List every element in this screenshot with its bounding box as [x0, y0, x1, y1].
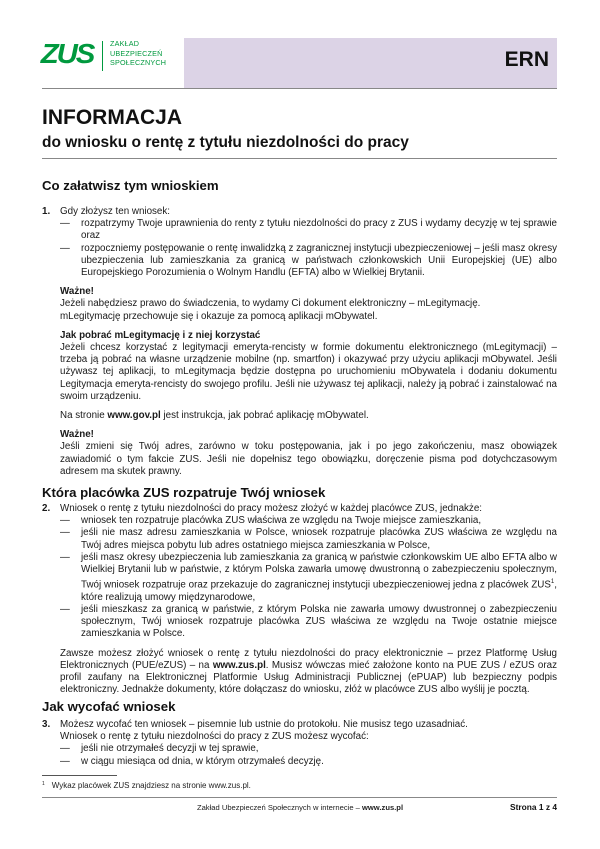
logo-wordmark [110, 39, 166, 68]
govpl-paragraph [60, 410, 557, 422]
zus-logo [42, 38, 182, 78]
zus-logo-mark: ZUS [40, 38, 94, 69]
section-heading: Co załatwisz tym wnioskiem [42, 178, 219, 193]
form-code: ERN [504, 48, 549, 71]
govpl-link[interactable]: www.gov.pl [107, 410, 161, 422]
list-item: — jeśli nie otrzymałeś decyzji w tej sprawie, [60, 743, 557, 755]
document-header [42, 38, 557, 88]
section-1-body [60, 206, 557, 478]
list-item: — jeśli nie masz adresu zamieszkania w Polsce, wniosek rozpatruje placówka ZUS właściwa ze względu na Twój adres miejsca pobytu lub adres ostatniego miejsca zamieszkania w Polsce, [60, 527, 557, 551]
section-number: 2. [42, 503, 51, 514]
list-item: — rozpoczniemy postępowanie o rentę inwalidzką z zagranicznej instytucji ubezpieczeniowej – jeśli masz okresy ubezpieczenia lub zamieszkania za granicą w państwach członkowskich Unii Europejskiej (UE) albo Europejskiego Porozumienia o Wolnym Handlu (EFTA) albo w Wielkiej Brytanii. [60, 243, 557, 280]
zus-link[interactable]: www.zus.pl [212, 659, 266, 671]
important-text: Jeśli zmieni się Twój adres, zarówno w toku postępowania, jak i po jego zakończeniu, masz obowiązek zawiadomić o tym fakcie ZUS. Jeśli nie dopełnisz tego obowiązku, doręczenie pisma pod dotychczasowym adresem ma skutek prawny. [60, 441, 557, 477]
list-item: — jeśli mieszkasz za granicą w państwie, z którym Polska nie zawarła umowy dwustronnej o zabezpieczeniu społecznym, Twój wniosek rozpatruje placówka ZUS właściwa ze względu na Twoje ostatnie miejsce zamieszkania w Polsce. [60, 604, 557, 641]
section-intro: Gdy złożysz ten wniosek: [60, 206, 170, 217]
list-item: — rozpatrzymy Twoje uprawnienia do renty z tytułu niezdolności do pracy z ZUS i wydamy decyzję w tej sprawie oraz [60, 218, 557, 242]
section-intro: Wniosek o rentę z tytułu niezdolności do pracy możesz złożyć w każdej placówce ZUS, jednakże: [60, 503, 482, 514]
list-item: — wniosek ten rozpatruje placówka ZUS właściwa ze względu na Twoje miejsce zamieszkania, [60, 515, 557, 527]
list-item: — w ciągu miesiąca od dnia, w którym otrzymałeś decyzję. [60, 756, 557, 768]
page-subtitle: do wniosku o rentę z tytułu niezdolności do pracy [42, 134, 409, 151]
title-rule [42, 158, 557, 159]
important-label: Ważne! [60, 286, 94, 298]
section-2-body [60, 503, 557, 696]
footnote-text: Wykaz placówek ZUS znajdziesz na stronie www.zus.pl. [51, 781, 251, 790]
section-number: 3. [42, 719, 51, 730]
online-paragraph [60, 648, 557, 697]
text: jeśli masz okresy ubezpieczenia lub zamieszkania za granicą w państwie członkowskim UE albo EFTA albo w Wielkiej Brytanii lub w państwie, z którym Polska zawarła umowę dwustronną o zabezpieczeniu społecznym, Twój wniosek rozpatruje oraz przekazuje do zagranicznej instytucji ubezpieczeniowej jedna z placówek ZUS [81, 551, 557, 591]
list-item [60, 552, 557, 604]
section-number: 1. [42, 206, 51, 217]
form-code-band [184, 38, 557, 88]
section-heading: Jak wycofać wniosek [42, 699, 176, 714]
section-3-body [60, 719, 557, 768]
footer-link[interactable]: www.zus.pl [361, 803, 404, 812]
section-heading: Która placówka ZUS rozpatruje Twój wniosek [42, 485, 326, 500]
text: Na stronie [60, 410, 108, 422]
text: jest instrukcja, jak pobrać aplikację mObywatel. [160, 410, 369, 422]
header-rule [42, 88, 557, 89]
subheading: Jak pobrać mLegitymację i z niej korzystać [60, 329, 261, 341]
logo-line: SPOŁECZNYCH [110, 58, 167, 68]
footnote-mark: 1 [42, 781, 45, 787]
important-label: Ważne! [60, 429, 94, 441]
section-intro-2: Wniosek o rentę z tytułu niezdolności do pracy z ZUS możesz wycofać: [60, 731, 369, 743]
logo-line: UBEZPIECZEŃ [110, 48, 163, 58]
text: Zawsze możesz złożyć wniosek o rentę z tytułu niezdolności do pracy elektronicznie – przez Platformę Usług Elektronicznych (PUE/eZUS) – na [60, 647, 557, 671]
logo-divider [102, 41, 103, 71]
important-text: Jeżeli nabędziesz prawo do świadczenia, to wydamy Ci dokument elektroniczny – mLegitymację. mLegitymację przechowuje się i okazuje za pomocą aplikacji mObywatel. [60, 298, 481, 322]
page-number: Strona 1 z 4 [509, 802, 557, 812]
page-title: INFORMACJA [42, 106, 182, 129]
text: , które realizują umowy międzynarodowe, [81, 579, 557, 603]
footnote-rule [42, 775, 117, 776]
footnote [42, 781, 251, 790]
logo-line: ZAKŁAD [110, 39, 140, 48]
instructions-text: Jeżeli chcesz korzystać z legitymacji emeryta-rencisty w formie dokumentu elektronicznego (mLegitymacji) – trzeba ją pobrać na własne urządzenie mobilne (np. smartfon) i okazywać przy użyciu aplikacji mObywatel. Jeśli używasz tej aplikacji, to mLegitymacja będzie dostępna po uruchomieniu mObywatela i dodaniu dokumentu Legitymacja emeryta-rencisty do swojego profilu. Jeśli nie używasz tej aplikacji, należy ją pobrać i zainstalować na swoim urządzeniu. [60, 342, 557, 402]
footnote-ref[interactable]: 1 [550, 579, 555, 586]
text: Zakład Ubezpieczeń Społecznych w internecie – [196, 803, 362, 812]
text: . Musisz wówczas mieć założone konto na PUE ZUS / eZUS oraz profil zaufany na Elektronicznej Platformie Usług Administracji Publicznej (ePUAP) lub bezpieczny podpis elektroniczny. Jednakże dokumenty, które dołączasz do wniosku, złóż w placówce ZUS albo wyślij je pocztą. [60, 659, 557, 696]
footer-rule [42, 797, 557, 798]
section-intro: Możesz wycofać ten wniosek – pisemnie lub ustnie do protokołu. Nie musisz tego uzasadniać. [60, 719, 468, 730]
